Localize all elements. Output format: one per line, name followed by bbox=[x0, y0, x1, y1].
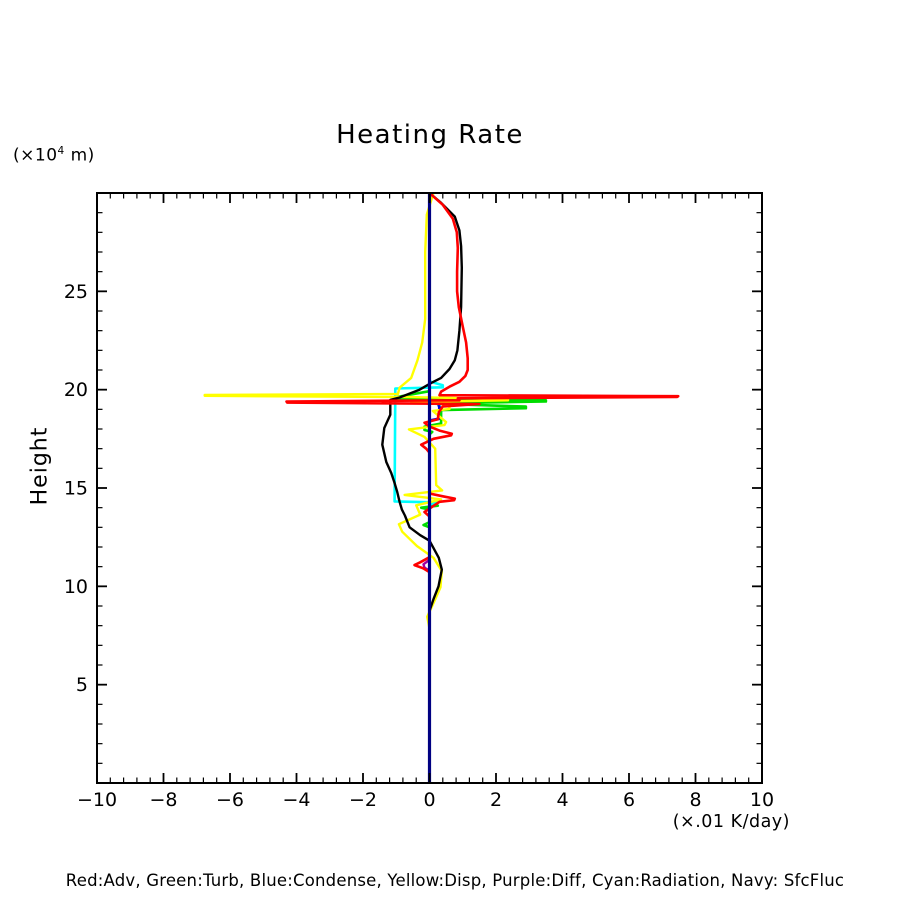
x-tick-label: −8 bbox=[149, 789, 178, 811]
y-tick-label: 20 bbox=[63, 379, 88, 402]
y-tick-label: 5 bbox=[75, 674, 88, 697]
x-axis-unit-label: (×.01 K/day) bbox=[672, 812, 790, 832]
x-tick-label: 8 bbox=[689, 789, 702, 811]
plot-area bbox=[40, 160, 830, 840]
x-tick-label: −2 bbox=[348, 789, 378, 811]
y-unit-superscript: 4 bbox=[57, 145, 65, 157]
y-tick-label: 25 bbox=[63, 280, 88, 303]
x-tick-label: 6 bbox=[622, 789, 636, 811]
chart-title: Heating Rate bbox=[336, 120, 524, 150]
x-tick-label: 0 bbox=[423, 789, 436, 811]
series-turb-line bbox=[396, 193, 546, 626]
series-adv-line bbox=[287, 193, 679, 588]
y-tick-label: 15 bbox=[63, 477, 88, 500]
x-tick-label: 4 bbox=[556, 789, 569, 811]
x-tick-label: −6 bbox=[215, 789, 245, 811]
y-tick-label: 10 bbox=[63, 575, 88, 598]
x-tick-label: −4 bbox=[282, 789, 311, 811]
legend: Red:Adv, Green:Turb, Blue:Condense, Yellow:Disp, Purple:Diff, Cyan:Radiation, Navy: SfcFluc bbox=[65, 871, 845, 890]
x-tick-label: 2 bbox=[489, 789, 503, 811]
y-unit-suffix: m) bbox=[64, 145, 95, 166]
x-tick-label: −10 bbox=[76, 789, 118, 811]
y-axis-title: Height bbox=[27, 426, 53, 506]
x-tick-label: 10 bbox=[749, 789, 775, 811]
y-unit-prefix: (×10 bbox=[13, 145, 58, 166]
